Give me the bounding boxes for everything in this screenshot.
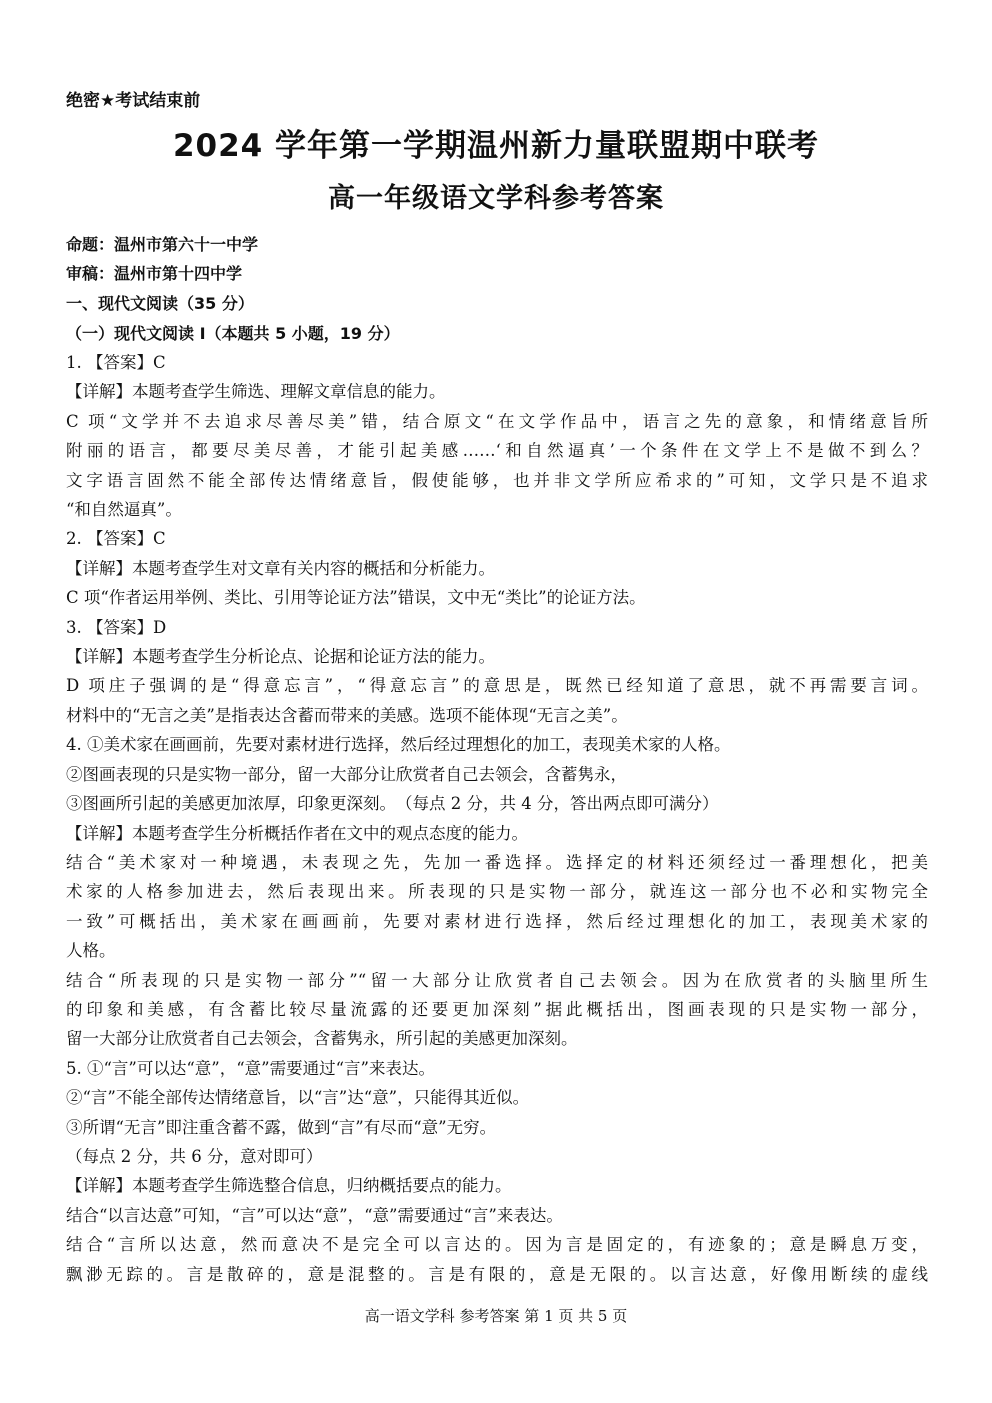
exam-title: 2024 学年第一学期温州新力量联盟期中联考	[172, 128, 820, 164]
confidential-mark: 绝密★考试结束前	[66, 91, 201, 111]
answer-line: 的印象和美感，有含蓄比较尽量流露的还要更加深刻”据此概括出，图画表现的只是实物一部分，	[66, 999, 928, 1019]
answer-line: 结合“以言达意”可知，“言”可以达“意”，“意”需要通过“言”来表达。	[66, 1205, 563, 1225]
answer-line: 【详解】本题考查学生筛选整合信息，归纳概括要点的能力。	[66, 1176, 512, 1196]
answer-line: 5. ①“言”可以达“意”，“意”需要通过“言”来表达。	[66, 1058, 435, 1078]
answer-line: 留一大部分让欣赏者自己去领会，含蓄隽永，所引起的美感更加深刻。	[66, 1029, 578, 1049]
section-heading: 一、现代文阅读（35 分）	[66, 294, 254, 313]
answer-line: 文字语言固然不能全部传达情绪意旨，假使能够，也并非文学所应希求的”可知，文学只是不追求	[66, 470, 928, 490]
answer-line: 1. 【答案】C	[66, 353, 166, 372]
answer-line: （每点 2 分，共 6 分，意对即可）	[66, 1146, 323, 1166]
document-subtitle: 高一年级语文学科参考答案	[328, 183, 664, 214]
answer-line: 结合“美术家对一种境遇，未表现之先，先加一番选择。选择定的材料还须经过一番理想化，把美	[66, 852, 928, 872]
answer-line: 人格。	[66, 941, 116, 961]
answer-line: D 项庄子强调的是“得意忘言”，“得意忘言”的意思是，既然已经知道了意思，就不再需要言词。	[66, 676, 928, 696]
answer-line: 4. ①美术家在画画前，先要对素材进行选择，然后经过理想化的加工，表现美术家的人格。	[66, 735, 731, 755]
reviewer-line: 审稿：温州市第十四中学	[66, 264, 243, 283]
answer-line: 术家的人格参加进去，然后表现出来。所表现的只是实物一部分，就连这一部分也不必和实物完全	[66, 882, 928, 902]
answer-line: 【详解】本题考查学生分析概括作者在文中的观点态度的能力。	[66, 823, 528, 843]
author-line: 命题：温州市第六十一中学	[66, 235, 259, 254]
answer-line: 【详解】本题考查学生分析论点、论据和论证方法的能力。	[66, 647, 495, 667]
answer-line: ③图画所引起的美感更加浓厚，印象更深刻。 （每点 2 分，共 4 分，答出两点即可满分）	[66, 794, 719, 814]
answer-line: 材料中的“无言之美”是指表达含蓄而带来的美感。选项不能体现“无言之美”。	[66, 705, 628, 725]
answer-line: 【详解】本题考查学生筛选、理解文章信息的能力。	[66, 382, 446, 402]
answer-line: ②图画表现的只是实物一部分，留一大部分让欣赏者自己去领会，含蓄隽永，	[66, 764, 627, 784]
answer-line: C 项“文学并不去追求尽善尽美”错，结合原文“在文学作品中，语言之先的意象，和情绪意旨所	[66, 411, 928, 431]
answer-line: 结合“言所以达意，然而意决不是完全可以言达的。因为言是固定的，有迹象的；意是瞬息万变，	[66, 1235, 928, 1255]
subsection-heading: （一）现代文阅读 I（本题共 5 小题，19 分）	[66, 324, 400, 343]
page-footer: 高一语文学科 参考答案 第 1 页 共 5 页	[364, 1307, 628, 1325]
answer-line: 3. 【答案】D	[66, 617, 167, 637]
answer-line: 2. 【答案】C	[66, 529, 166, 549]
answer-line: 一致”可概括出，美术家在画画前，先要对素材进行选择，然后经过理想化的加工，表现美术家的	[66, 911, 928, 931]
answer-line: C 项“作者运用举例、类比、引用等论证方法”错误，文中无“类比”的论证方法。	[66, 588, 646, 608]
answer-line: 附丽的语言，都要尽美尽善，才能引起美感……‘和自然逼真’一个条件在文学上不是做不到么？	[66, 441, 928, 461]
answer-line: “和自然逼真”。	[66, 500, 182, 520]
answer-line: ②“言”不能全部传达情绪意旨，以“言”达“意”，只能得其近似。	[66, 1088, 530, 1108]
answer-line: 飘渺无踪的。言是散碎的，意是混整的。言是有限的，意是无限的。以言达意，好像用断续的虚线	[66, 1264, 928, 1284]
answer-line: 结合“所表现的只是实物一部分”“留一大部分让欣赏者自己去领会。因为在欣赏者的头脑里所生	[66, 970, 928, 990]
answer-body	[66, 348, 928, 1289]
answer-line: 【详解】本题考查学生对文章有关内容的概括和分析能力。	[66, 558, 495, 578]
answer-line: ③所谓“无言”即注重含蓄不露，做到“言”有尽而“意”无穷。	[66, 1117, 497, 1137]
